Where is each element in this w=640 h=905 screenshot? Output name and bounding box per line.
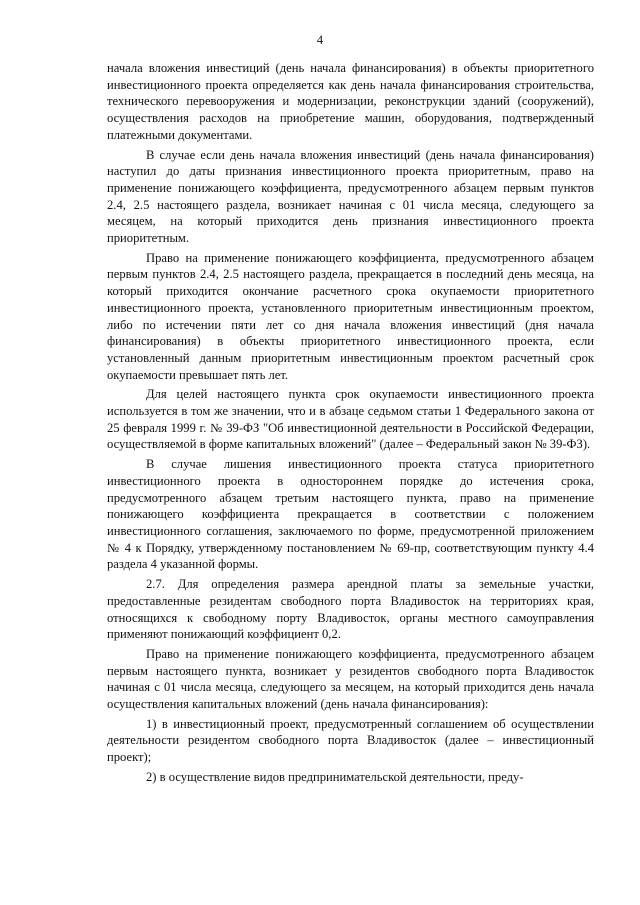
paragraph-early-financing: В случае если день начала вложения инвестиций (день начала финансирования) наступил до даты признания инвестиционного проекта приоритетным, право на применение понижающего коэффициента, предусмотренного абзацем первым пунктов 2.4, 2.5 настоящего раздела, возникает начиная с 01 числа месяца, следующего за месяцем, на который приходится день признания инвестиционного проекта приоритетным. [107,147,594,246]
paragraph-investment-start-definition: начала вложения инвестиций (день начала финансирования) в объекты приоритетного инвестиционного проекта определяется как день начала финансирования строительства, технического перевооружения и модернизации, реконструкции зданий (сооружений), осуществления расходов на приобретение машин, оборудования, подтвержденный платежными документами. [107,61,594,142]
paragraph-free-port-coefficient-right: Право на применение понижающего коэффициента, предусмотренного абзацем первым настоящего пункта, возникает у резидентов свободного порта Владивосток начиная с 01 числа месяца, следующего за месяцем, на который приходится день начала осуществления капитальных вложений (день начала финансирования): [107,646,594,712]
paragraph-item-1: 1) в инвестиционный проект, предусмотренный соглашением об осуществлении деятельности резидентом свободного порта Владивосток (далее – инвестиционный проект); [107,716,594,765]
paragraph-clause-2-7: 2.7. Для определения размера арендной платы за земельные участки, предоставленные резидентам свободного порта Владивосток на территориях края, относящихся к свободному порту Владивосток, органы местного самоуправления применяют понижающий коэффициент 0,2. [107,577,594,642]
paragraph-status-revocation: В случае лишения инвестиционного проекта статуса приоритетного инвестиционного проекта в одностороннем порядке до истечения срока, предусмотренного абзацем третьим настоящего пункта, право на применение понижающего коэффициента прекращается в соответствии с положением инвестиционного соглашения, заключаемого по форме, предусмотренной приложением № 4 к Порядку, утвержденному постановлением № 69-пр, соответствующим пункту 4.4 раздела 4 указанной формы. [107,457,594,572]
paragraph-item-2: 2) в осуществление видов предпринимательской деятельности, преду- [146,769,524,784]
document-body [107,60,594,789]
paragraph-coefficient-termination: Право на применение понижающего коэффициента, предусмотренного абзацем первым пунктов 2.4, 2.5 настоящего раздела, прекращается в последний день месяца, на который приходится окончание расчетного срока окупаемости приоритетного инвестиционного проекта, установленного приоритетным инвестиционным проектом, либо по истечении пяти лет со дня начала вложения инвестиций (дня начала финансирования) в объекты приоритетного инвестиционного проекта, если установленный данным приоритетным инвестиционным проектом расчетный срок окупаемости превышает пять лет. [107,250,594,382]
paragraph-payback-period-definition: Для целей настоящего пункта срок окупаемости инвестиционного проекта используется в том же значении, что и в абзаце седьмом статьи 1 Федерального закона от 25 февраля 1999 г. № 39-ФЗ "Об инвестиционной деятельности в Российской Федерации, осуществляемой в форме капитальных вложений" (далее – Федеральный закон № 39-ФЗ). [107,387,594,452]
page-number: 4 [316,33,324,47]
